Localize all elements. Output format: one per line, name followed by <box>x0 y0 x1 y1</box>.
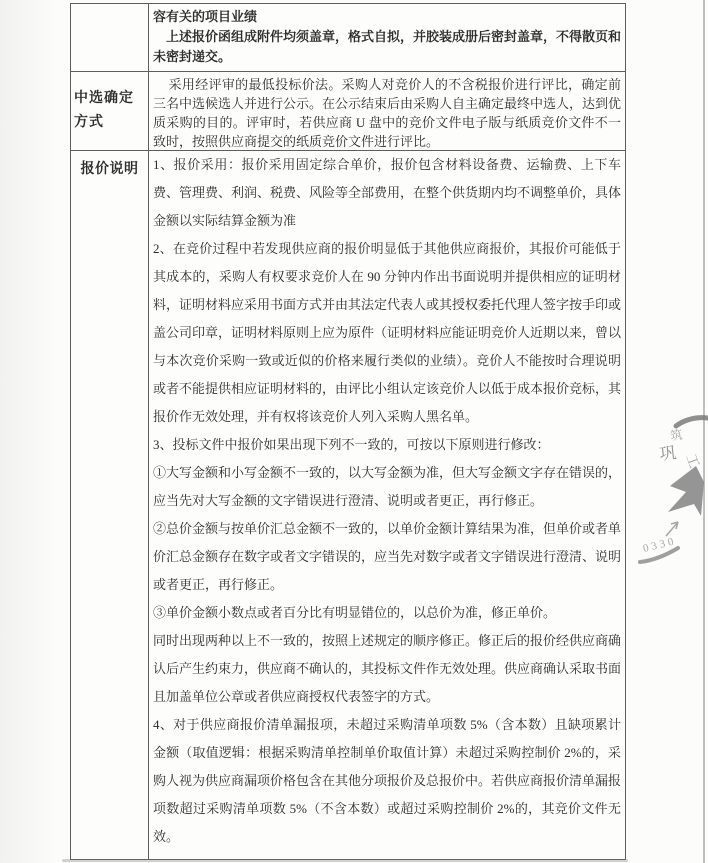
seal-character: 巩 <box>658 443 678 464</box>
scan-left-shadow <box>0 0 58 863</box>
row-label-empty <box>71 4 149 71</box>
paragraph: 同时出现两种以上不一致的，按照上述规定的顺序修正。修正后的报价经供应商确认后产生约束力，供应商不确认的，其投标文件作无效处理。供应商确认采取书面且加盖单位公章或者供应商授权代表签字的方式。 <box>153 633 622 704</box>
table-row <box>71 151 625 859</box>
paragraph: 采用经评审的最低投标价法。采购人对竞价人的不含税报价进行评比，确定前三名中选候选人并进行公示。在公示结束后由采购人自主确定最终中选人，达到优质采购的目的。评审时，若供应商 U 盘中的竞价文件电子版与纸质竞价文件不一致时，按照供应商提交的纸质竞价文件进行评比。 <box>153 77 622 149</box>
paragraph: 4、对于供应商报价清单漏报项，未超过采购清单项数 5%（含本数）且缺项累计金额（取值逻辑：根据采购清单控制单价取值计算）未超过采购控制价 2%的，采购人视为供应商漏项价格包含在其他分项报价及总报价中。若供应商报价清单漏报项数超过采购清单项数 5%（不含本数）或超过采购控制价 2%的，其竞价文件无效。 <box>153 717 622 844</box>
row-label-quotation-notes: 报价说明 <box>71 151 149 859</box>
paragraph: 容有关的项目业绩 <box>153 9 258 24</box>
paragraph: ③单价金额小数点或者百分比有明显错位的，以总价为准，修正单价。 <box>153 605 557 620</box>
row-content-sealing-requirements <box>149 4 625 71</box>
seal-character: 工 <box>682 452 702 471</box>
paragraph: 1、报价采用：报价采用固定综合单价，报价包含材料设备费、运输费、上下车费、管理费、利润、税费、风险等全部费用，在整个供货期内均不调整单价，具体金额以实际结算金额为准 <box>153 157 622 228</box>
row-content-selection-method <box>149 72 625 150</box>
procurement-terms-table <box>70 3 626 860</box>
table-row <box>71 4 625 72</box>
scan-bottom-shadow <box>62 859 628 862</box>
row-content-quotation-notes <box>149 151 625 859</box>
seal-star-icon <box>668 466 704 516</box>
paragraph: ①大写金额和小写金额不一致的，以大写金额为准，但大写金额文字存在错误的，应当先对大写金额的文字错误进行澄清、说明或者更正，再行修正。 <box>153 465 622 508</box>
seal-arrow-mark-icon <box>666 522 678 536</box>
seal-character: 筑 <box>669 427 684 443</box>
paragraph: ②总价金额与按单价汇总金额不一致的，以单价金额计算结果为准，但单价或者单价汇总金额存在数字或者文字错误的，应当先对数字或者文字错误进行澄清、说明或者更正，再行修正。 <box>153 521 622 592</box>
seal-serial-number: 0330 <box>641 535 678 555</box>
paragraph: 上述报价函组成附件均须盖章，格式自拟，并胶装成册后密封盖章，不得散页和未密封递交。 <box>153 29 622 64</box>
paragraph: 3、投标文件中报价如果出现下列不一致的，可按以下原则进行修改： <box>153 437 550 452</box>
paragraph: 2、在竞价过程中若发现供应商的报价明显低于其他供应商报价，其报价可能低于其成本的，采购人有权要求竞价人在 90 分钟内作出书面说明并提供相应的证明材料，证明材料应采用书面方式并由其法定代表人或其授权委托代理人签字按手印或盖公司印章，证明材料原则上应为原件（证明材料应能证明竞价人近期以来，曾以与本次竞价采购一致或近似的价格来履行类似的业绩）。竞价人不能按时合理说明或者不能提供相应证明材料的，由评比小组认定该竞价人以低于成本报价竞标，其报价作无效处理，并有权将该竞价人列入采购人黑名单。 <box>153 241 622 424</box>
company-seal-fragment <box>638 410 708 570</box>
table-row <box>71 72 625 151</box>
scan-page-edge-line <box>703 0 705 863</box>
row-label-selection-method: 中选确定方式 <box>71 72 149 150</box>
